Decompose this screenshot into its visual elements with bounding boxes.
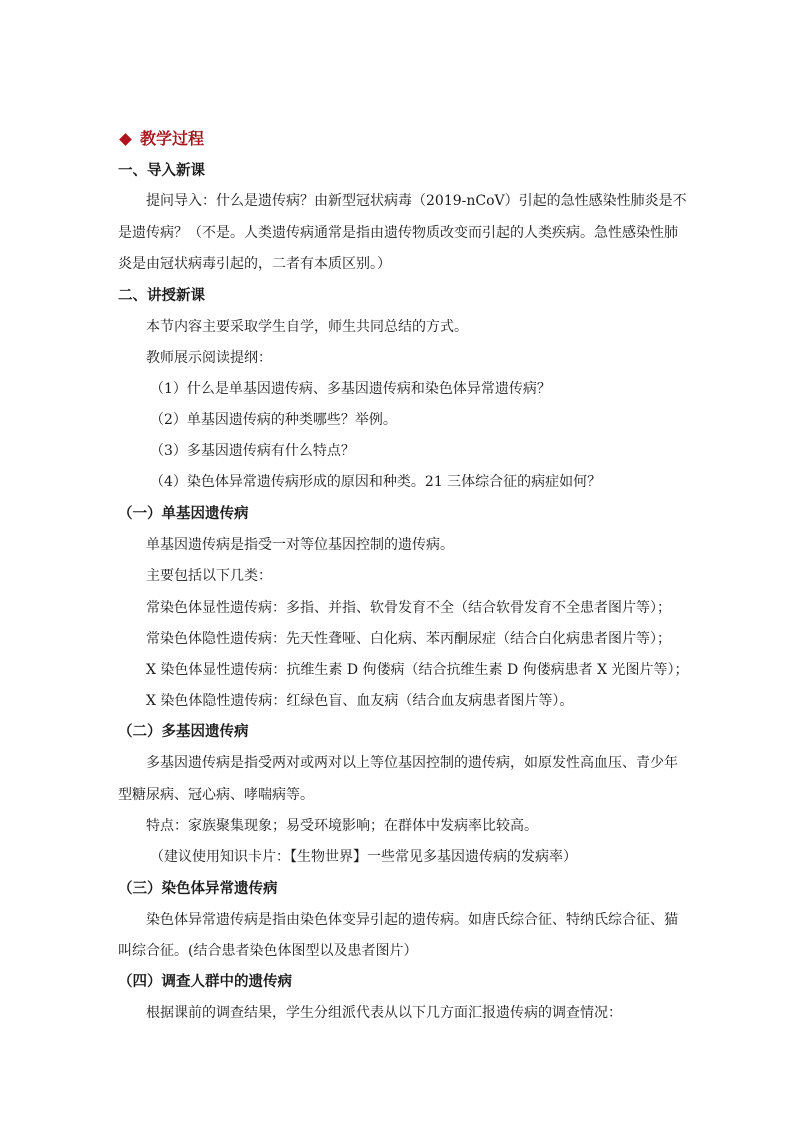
chromosomal-definition-line-2: 叫综合征。(结合患者染色体图型以及患者图片） — [118, 943, 418, 959]
polygenic-definition-line-1: 多基因遗传病是指受两对或两对以上等位基因控制的遗传病，如原发性高血压、青少年 — [146, 755, 678, 771]
heading-single-gene: （一）单基因遗传病 — [118, 506, 249, 522]
single-gene-definition: 单基因遗传病是指受一对等位基因控制的遗传病。 — [146, 537, 454, 553]
polygenic-features: 特点：家族聚集现象；易受环境影响；在群体中发病率比较高。 — [146, 818, 538, 834]
heading-polygenic: （二）多基因遗传病 — [118, 724, 249, 740]
heading-population-survey: （四）调查人群中的遗传病 — [118, 974, 292, 990]
diamond-bullet-icon — [119, 133, 132, 146]
autosomal-recessive-item: 常染色体隐性遗传病：先天性聋哑、白化病、苯丙酮尿症（结合白化病患者图片等）； — [146, 631, 671, 647]
heading-chromosomal: （三）染色体异常遗传病 — [118, 881, 278, 897]
autosomal-dominant-item: 常染色体显性遗传病：多指、并指、软骨发育不全（结合软骨发育不全患者图片等）； — [146, 600, 671, 616]
single-gene-categories-label: 主要包括以下几类： — [146, 568, 272, 584]
outline-question-1: （1）什么是单基因遗传病、多基因遗传病和染色体异常遗传病？ — [150, 381, 551, 397]
section-title: 教学过程 — [140, 129, 205, 148]
outline-question-2: （2）单基因遗传病的种类哪些？举例。 — [150, 412, 397, 428]
survey-report-text: 根据课前的调查结果，学生分组派代表从以下几方面汇报遗传病的调查情况： — [146, 1005, 622, 1021]
x-dominant-item: X 染色体显性遗传病：抗维生素 D 佝偻病（结合抗维生素 D 佝偻病患者 X 光图片等）； — [146, 662, 689, 678]
outline-question-3: （3）多基因遗传病有什么特点？ — [150, 443, 355, 459]
chromosomal-definition-line-1: 染色体异常遗传病是指由染色体变异引起的遗传病。如唐氏综合征、特纳氏综合征、猫 — [146, 912, 678, 928]
knowledge-card-suggestion: （建议使用知识卡片：【生物世界】一些常见多基因遗传病的发病率） — [150, 849, 577, 865]
lesson-method-text: 本节内容主要采取学生自学，师生共同总结的方式。 — [146, 319, 468, 335]
intro-paragraph-line-2: 是遗传病？（不是。人类遗传病通常是指由遗传物质改变而引起的人类疾病。急性感染性肺 — [118, 225, 678, 241]
section-title-row — [118, 128, 204, 150]
heading-new-lesson: 二、讲授新课 — [118, 288, 205, 304]
outline-question-4: （4）染色体异常遗传病形成的原因和种类。21 三体综合征的病症如何？ — [150, 474, 602, 490]
intro-paragraph-line-1: 提问导入：什么是遗传病？由新型冠状病毒（2019-nCoV）引起的急性感染性肺炎是不 — [146, 193, 687, 209]
intro-paragraph-line-3: 炎是由冠状病毒引起的，二者有本质区别。） — [118, 256, 391, 272]
x-recessive-item: X 染色体隐性遗传病：红绿色盲、血友病（结合血友病患者图片等）。 — [146, 693, 574, 709]
polygenic-definition-line-2: 型糖尿病、冠心病、哮喘病等。 — [118, 787, 314, 803]
reading-outline-label: 教师展示阅读提纲： — [146, 350, 272, 366]
heading-introduction: 一、导入新课 — [118, 163, 205, 179]
